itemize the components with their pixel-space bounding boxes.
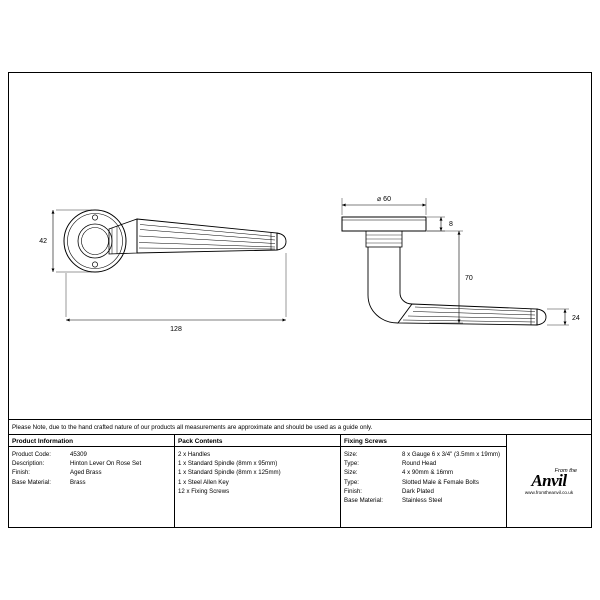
- table-row: [12, 478, 174, 487]
- base-material-label: Base Material:: [12, 478, 51, 486]
- pack-contents-header: Pack Contents: [175, 435, 340, 447]
- dim-side-lever-dia: 24: [572, 315, 580, 322]
- screw-type-value-2: Slotted Male & Female Bolts: [402, 478, 479, 486]
- screw-size-value-1: 8 x Gauge 6 x 3/4" (3.5mm x 19mm): [402, 451, 501, 458]
- product-information-header: Product Information: [9, 435, 174, 447]
- screw-type-label-2: Type:: [344, 478, 359, 486]
- table-row: [344, 450, 506, 459]
- pack-contents-table: [175, 435, 341, 527]
- table-row: [344, 478, 506, 487]
- logo-brand-text: Anvil: [531, 470, 567, 490]
- screw-finish-value: Dark Plated: [402, 487, 434, 495]
- dim-side-projection: 70: [465, 275, 473, 282]
- dim-front-rose-height: 42: [39, 238, 47, 245]
- table-row: [12, 468, 174, 477]
- list-item: 2 x Handles: [178, 451, 211, 458]
- specification-tables: [9, 435, 591, 527]
- product-drawings: [9, 73, 591, 419]
- logo-url-text: www.fromtheanvil.co.uk: [524, 489, 574, 495]
- list-item: 12 x Fixing Screws: [178, 487, 230, 495]
- list-item: 1 x Steel Allen Key: [178, 478, 229, 486]
- screw-size-label-2: Size:: [344, 469, 358, 477]
- table-row: [344, 459, 506, 468]
- screw-base-material-value: Stainless Steel: [402, 497, 443, 505]
- screw-type-label-1: Type:: [344, 460, 359, 468]
- dim-side-rose-thickness: 8: [449, 221, 453, 228]
- finish-label: Finish:: [12, 469, 30, 477]
- fixing-screws-header: Fixing Screws: [341, 435, 506, 447]
- screw-type-value-1: Round Head: [402, 460, 437, 468]
- table-row: [12, 450, 174, 459]
- description-value: Hinton Lever On Rose Set: [70, 460, 142, 468]
- measurement-note: Please Note, due to the hand crafted nature of our products all measurements are approximate and should be used as a guide only.: [9, 419, 591, 435]
- table-row: [344, 468, 506, 477]
- brand-logo-cell: [507, 435, 591, 527]
- product-information-table: [9, 435, 175, 527]
- dim-front-lever-length: 128: [170, 326, 182, 333]
- screw-finish-label: Finish:: [344, 487, 362, 495]
- description-label: Description:: [12, 460, 45, 468]
- base-material-value: Brass: [70, 478, 86, 486]
- technical-drawing-sheet: [8, 72, 592, 528]
- list-item: 1 x Standard Spindle (8mm x 95mm): [178, 460, 278, 468]
- front-view: [39, 210, 286, 333]
- list-item: 1 x Standard Spindle (8mm x 125mm): [178, 469, 281, 477]
- screw-size-value-2: 4 x 90mm & 16mm: [402, 469, 454, 477]
- drawing-area: [9, 73, 591, 419]
- screw-size-label-1: Size:: [344, 451, 358, 458]
- table-row: [344, 487, 506, 496]
- table-row: [344, 496, 506, 505]
- logo-from-text: From the: [554, 467, 577, 474]
- product-code-label: Product Code:: [12, 451, 51, 458]
- table-row: [12, 459, 174, 468]
- dim-side-rose-diameter: ⌀ 60: [377, 196, 391, 203]
- side-view: [342, 196, 580, 325]
- screw-base-material-label: Base Material:: [344, 497, 383, 505]
- fixing-screws-table: [341, 435, 507, 527]
- from-the-anvil-logo: [507, 435, 591, 527]
- product-code-value: 45309: [70, 451, 87, 458]
- finish-value: Aged Brass: [70, 469, 102, 477]
